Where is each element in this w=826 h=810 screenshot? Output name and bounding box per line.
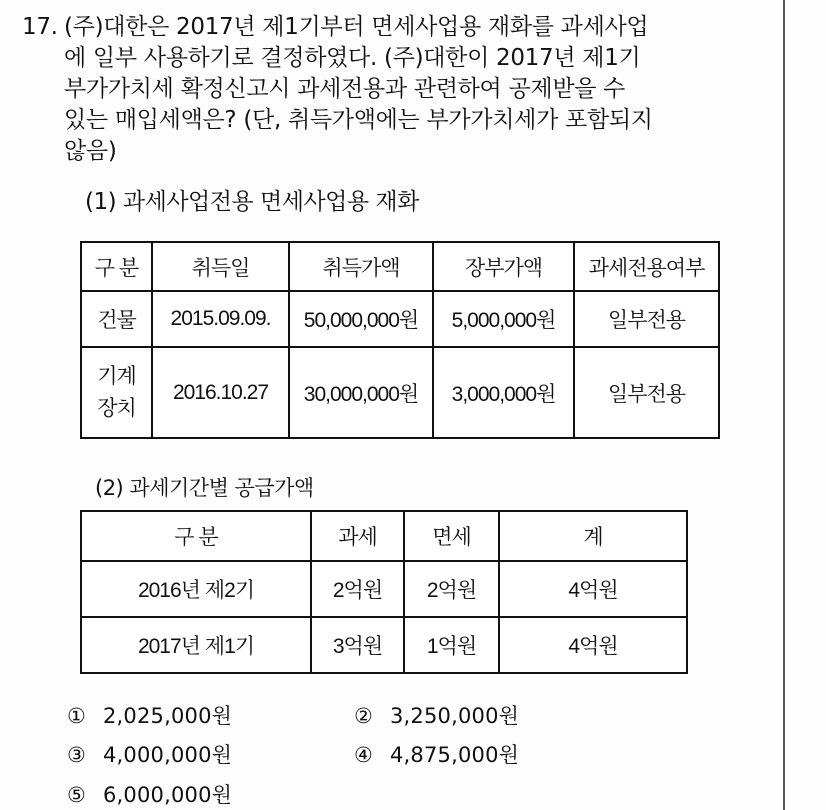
table-header-row bbox=[81, 511, 687, 561]
choice-text: 4,000,000원 bbox=[103, 743, 233, 767]
total-cell: 4억원 bbox=[499, 617, 687, 673]
question-line: 있는 매입세액은? (단, 취득가액에는 부가가치세가 포함되지 bbox=[64, 107, 653, 133]
cost-cell: 30,000,000원 bbox=[289, 347, 433, 438]
book-value-cell: 5,000,000원 bbox=[433, 291, 574, 347]
choice-4[interactable] bbox=[354, 739, 519, 769]
header-cell: 구 분 bbox=[81, 242, 152, 291]
choice-text: 6,000,000원 bbox=[103, 783, 233, 807]
question-line: 않음) bbox=[64, 138, 117, 164]
section2-title: (2) 과세기간별 공급가액 bbox=[95, 476, 314, 500]
header-cell: 과세 bbox=[311, 511, 404, 561]
question-line: (주)대한은 2017년 제1기부터 면세사업용 재화를 과세사업 bbox=[64, 14, 649, 40]
header-cell: 취득일 bbox=[152, 242, 289, 291]
taxable-cell: 2억원 bbox=[311, 561, 404, 617]
choice-marker: ② bbox=[354, 704, 374, 728]
period-cell: 2017년 제1기 bbox=[81, 617, 311, 673]
choice-text: 3,250,000원 bbox=[390, 704, 520, 728]
choice-marker: ④ bbox=[354, 743, 374, 767]
category-cell bbox=[81, 347, 152, 438]
question-line: 부가가치세 확정신고시 과세전용과 관련하여 공제받을 수 bbox=[64, 76, 626, 102]
conversion-cell: 일부전용 bbox=[574, 347, 719, 438]
header-cell: 취득가액 bbox=[289, 242, 433, 291]
cost-cell: 50,000,000원 bbox=[289, 291, 433, 347]
section1-title: (1) 과세사업전용 면세사업용 재화 bbox=[85, 189, 419, 215]
conversion-cell: 일부전용 bbox=[574, 291, 719, 347]
table-row bbox=[81, 561, 687, 617]
category-line: 기계 bbox=[97, 364, 136, 388]
header-cell: 계 bbox=[499, 511, 687, 561]
choice-5[interactable] bbox=[67, 779, 232, 809]
question-line: 에 일부 사용하기로 결정하였다. (주)대한이 2017년 제1기 bbox=[64, 45, 641, 71]
choice-1[interactable] bbox=[67, 700, 232, 730]
category-cell: 건물 bbox=[81, 291, 152, 347]
choice-text: 4,875,000원 bbox=[390, 743, 520, 767]
question-number: 17. bbox=[22, 14, 58, 40]
header-cell: 면세 bbox=[404, 511, 499, 561]
exempt-cell: 2억원 bbox=[404, 561, 499, 617]
acquired-date-cell: 2016.10.27 bbox=[152, 347, 289, 438]
category-line: 장치 bbox=[97, 396, 136, 420]
column-divider-line bbox=[783, 0, 785, 810]
choice-marker: ⑤ bbox=[67, 783, 87, 807]
taxable-cell: 3억원 bbox=[311, 617, 404, 673]
table-row bbox=[81, 617, 687, 673]
supply-value-table bbox=[80, 510, 688, 674]
asset-table bbox=[80, 241, 720, 439]
question-text bbox=[64, 12, 764, 167]
exempt-cell: 1억원 bbox=[404, 617, 499, 673]
header-cell: 구 분 bbox=[81, 511, 311, 561]
choice-marker: ① bbox=[67, 704, 87, 728]
total-cell: 4억원 bbox=[499, 561, 687, 617]
choice-marker: ③ bbox=[67, 743, 87, 767]
acquired-date-cell: 2015.09.09. bbox=[152, 291, 289, 347]
table-row bbox=[81, 291, 719, 347]
header-cell: 장부가액 bbox=[433, 242, 574, 291]
header-cell: 과세전용여부 bbox=[574, 242, 719, 291]
period-cell: 2016년 제2기 bbox=[81, 561, 311, 617]
table-row bbox=[81, 347, 719, 438]
choice-text: 2,025,000원 bbox=[103, 704, 233, 728]
table-header-row bbox=[81, 242, 719, 291]
choice-3[interactable] bbox=[67, 739, 232, 769]
choice-2[interactable] bbox=[354, 700, 519, 730]
book-value-cell: 3,000,000원 bbox=[433, 347, 574, 438]
